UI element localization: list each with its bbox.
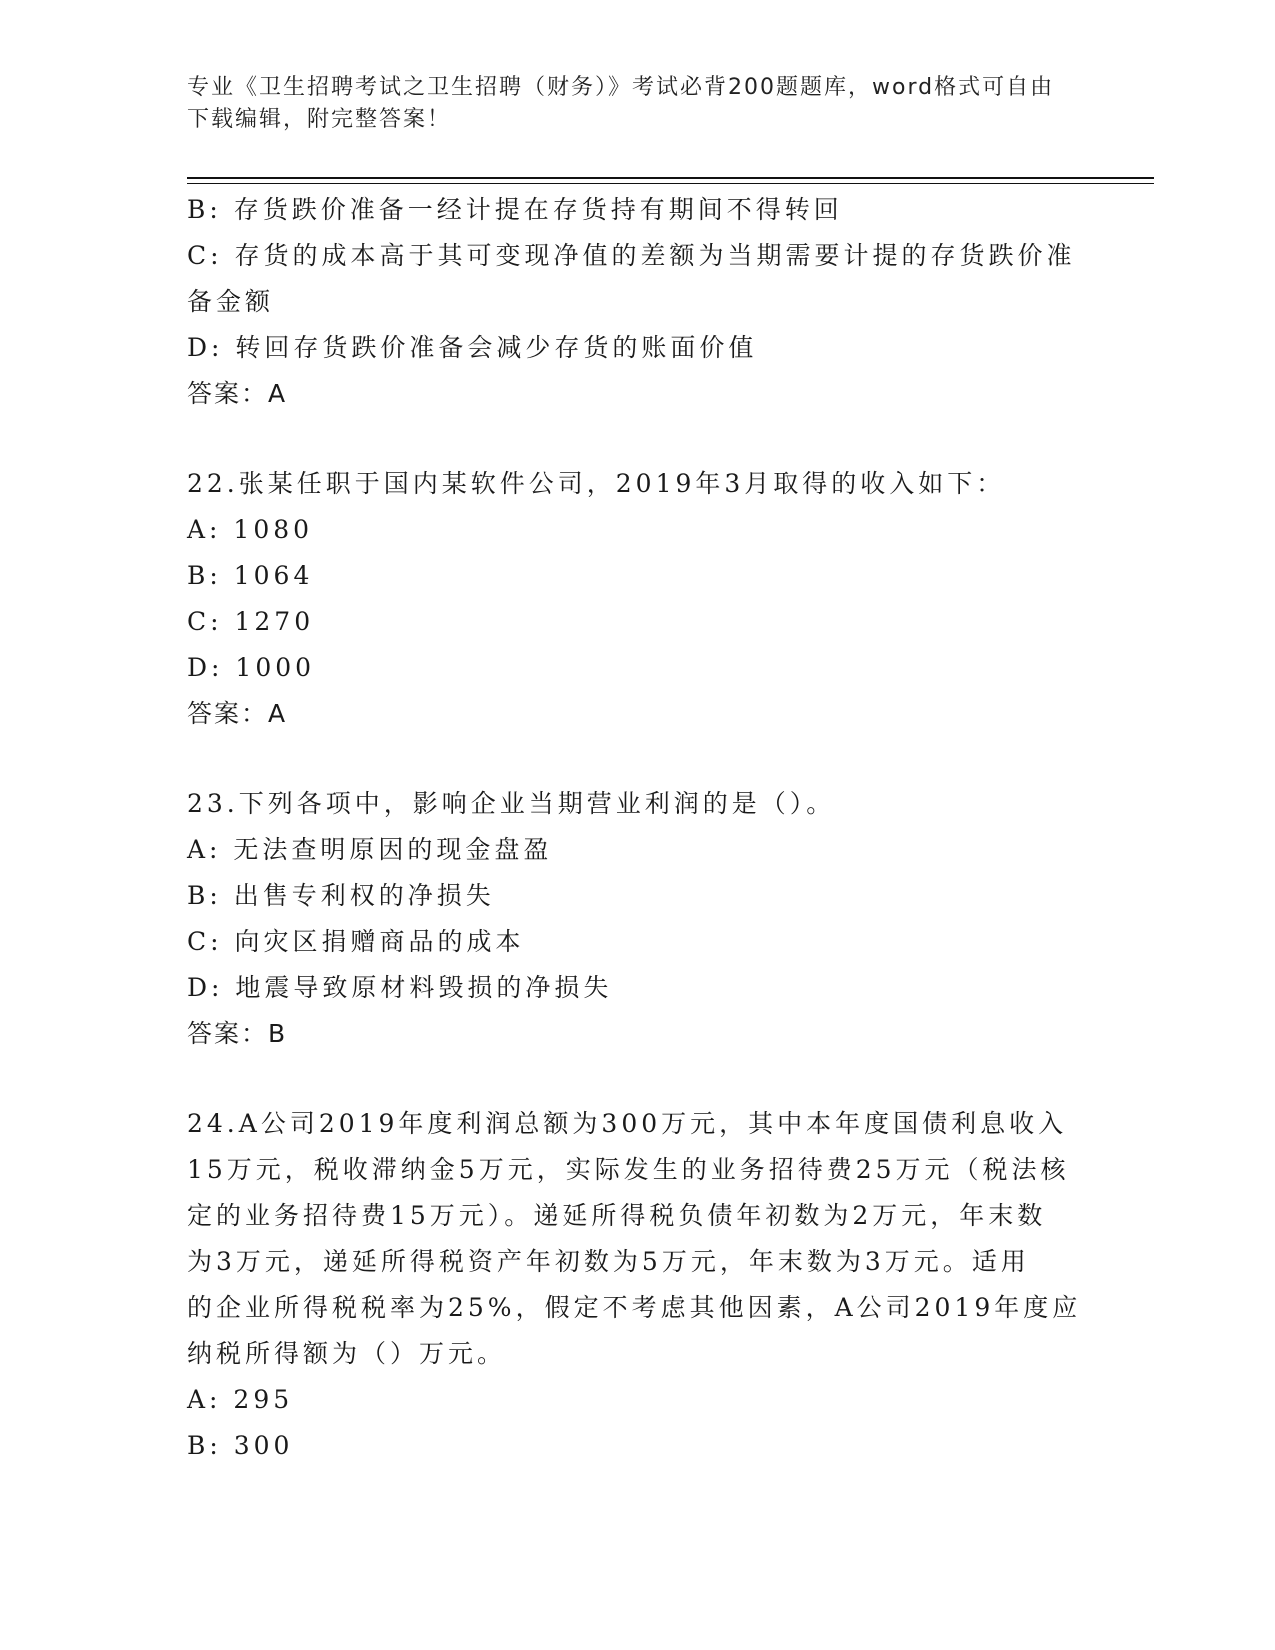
option-c: C: 存货的成本高于其可变现净值的差额为当期需要计提的存货跌价准 bbox=[187, 241, 1076, 270]
question-text-line-3: 定的业务招待费15万元）。递延所得税负债年初数为2万元，年末数 bbox=[187, 1201, 1047, 1230]
question-22 bbox=[187, 461, 1092, 737]
option-a: A: 无法查明原因的现金盘盈 bbox=[187, 835, 553, 864]
question-content bbox=[187, 187, 1092, 1469]
header-divider-thick bbox=[187, 177, 1154, 179]
spacer bbox=[187, 737, 1092, 781]
option-c: C: 1270 bbox=[187, 607, 315, 636]
question-text: 22.张某任职于国内某软件公司，2019年3月取得的收入如下： bbox=[187, 469, 1006, 498]
answer: 答案：B bbox=[187, 1019, 288, 1048]
question-text-line-6: 纳税所得额为（）万元。 bbox=[187, 1339, 507, 1368]
spacer bbox=[187, 1057, 1092, 1101]
option-a: A: 295 bbox=[187, 1385, 294, 1414]
question-24 bbox=[187, 1101, 1092, 1469]
question-text-line-2: 15万元，税收滞纳金5万元，实际发生的业务招待费25万元（税法核 bbox=[187, 1155, 1070, 1184]
spacer bbox=[187, 417, 1092, 461]
question-text-line-5: 的企业所得税税率为25%，假定不考虑其他因素，A公司2019年度应 bbox=[187, 1293, 1082, 1322]
question-21-tail bbox=[187, 187, 1092, 417]
header-divider-thin bbox=[187, 183, 1154, 184]
option-b: B: 存货跌价准备一经计提在存货持有期间不得转回 bbox=[187, 195, 843, 224]
option-b: B: 出售专利权的净损失 bbox=[187, 881, 495, 910]
option-d: D: 地震导致原材料毁损的净损失 bbox=[187, 973, 613, 1002]
option-b: B: 300 bbox=[187, 1431, 294, 1460]
option-c-continued: 备金额 bbox=[187, 287, 275, 316]
question-text-line-1: 24.A公司2019年度利润总额为300万元，其中本年度国债利息收入 bbox=[187, 1109, 1068, 1138]
question-23 bbox=[187, 781, 1092, 1057]
question-text: 23.下列各项中，影响企业当期营业利润的是（）。 bbox=[187, 789, 836, 818]
answer: 答案：A bbox=[187, 699, 288, 728]
document-header: 专业《卫生招聘考试之卫生招聘（财务）》考试必背200题题库，word格式可自由下载编辑，附完整答案！ bbox=[187, 75, 1055, 132]
option-c: C: 向灾区捐赠商品的成本 bbox=[187, 927, 525, 956]
option-a: A: 1080 bbox=[187, 515, 314, 544]
option-d: D: 转回存货跌价准备会减少存货的账面价值 bbox=[187, 333, 758, 362]
answer: 答案：A bbox=[187, 379, 288, 408]
option-d: D: 1000 bbox=[187, 653, 316, 682]
question-text-line-4: 为3万元，递延所得税资产年初数为5万元，年末数为3万元。适用 bbox=[187, 1247, 1030, 1276]
option-b: B: 1064 bbox=[187, 561, 314, 590]
